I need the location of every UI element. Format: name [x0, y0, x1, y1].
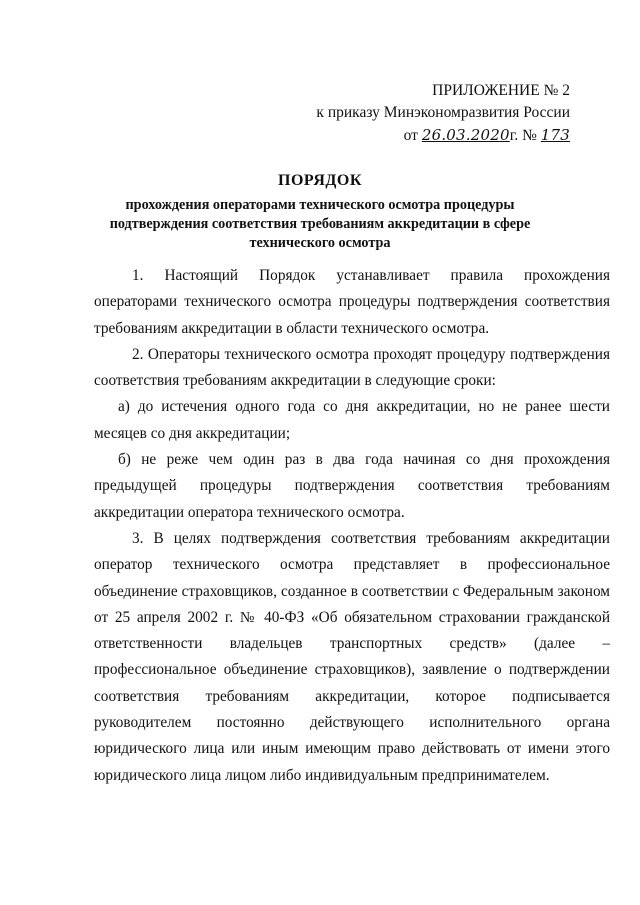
document-title-block — [90, 172, 550, 253]
annex-handwritten-date: 26.03.2020 — [421, 126, 510, 144]
document-subtitle: прохождения операторами технического осмотра процедуры подтверждения соответствия требованиям аккредитации в сфере технического осмотра — [109, 197, 531, 251]
paragraph-3: 3. В целях подтверждения соответствия требованиям аккредитации оператор технического осмотра представляет в профессиональное объединение страховщиков, созданное в соответствии с Федеральным законом от 25 апреля 2002 г. № 40-ФЗ «Об обязательном страховании гражданской ответственности владельцев транспортных средств» (далее – профессиональное объединение страховщиков), заявление о подтверждении соответствия требованиям аккредитации, которое подписывается руководителем постоянно действующего исполнительного органа юридического лица или иным имеющим право действовать от имени этого юридического лица лицом либо индивидуальным предпринимателем. — [94, 529, 610, 784]
annex-header — [316, 80, 570, 147]
annex-number-prefix: г. № — [509, 127, 537, 144]
document-title: ПОРЯДОК — [278, 172, 362, 189]
annex-title: ПРИЛОЖЕНИЕ № 2 — [432, 82, 570, 99]
annex-date-number-line — [316, 124, 570, 147]
document-body — [94, 263, 610, 789]
paragraph-2: 2. Операторы технического осмотра проходят процедуру подтверждения соответствия требованиям аккредитации в следующие сроки: — [94, 345, 610, 390]
paragraph-2b: б) не реже чем один раз в два года начиная со дня прохождения предыдущей процедуры подтверждения соответствия требованиям аккредитации оператора технического осмотра. — [94, 451, 610, 521]
paragraph-2a: а) до истечения одного года со дня аккредитации, но не ранее шести месяцев со дня аккредитации; — [94, 398, 610, 442]
annex-order-reference: к приказу Минэкономразвития России — [316, 104, 570, 121]
annex-date-prefix: от — [403, 127, 418, 144]
annex-handwritten-number: 173 — [540, 126, 570, 144]
paragraph-1: 1. Настоящий Порядок устанавливает правила прохождения операторами технического осмотра процедуры подтверждения соответствия требованиям аккредитации в области технического осмотра. — [94, 267, 610, 337]
